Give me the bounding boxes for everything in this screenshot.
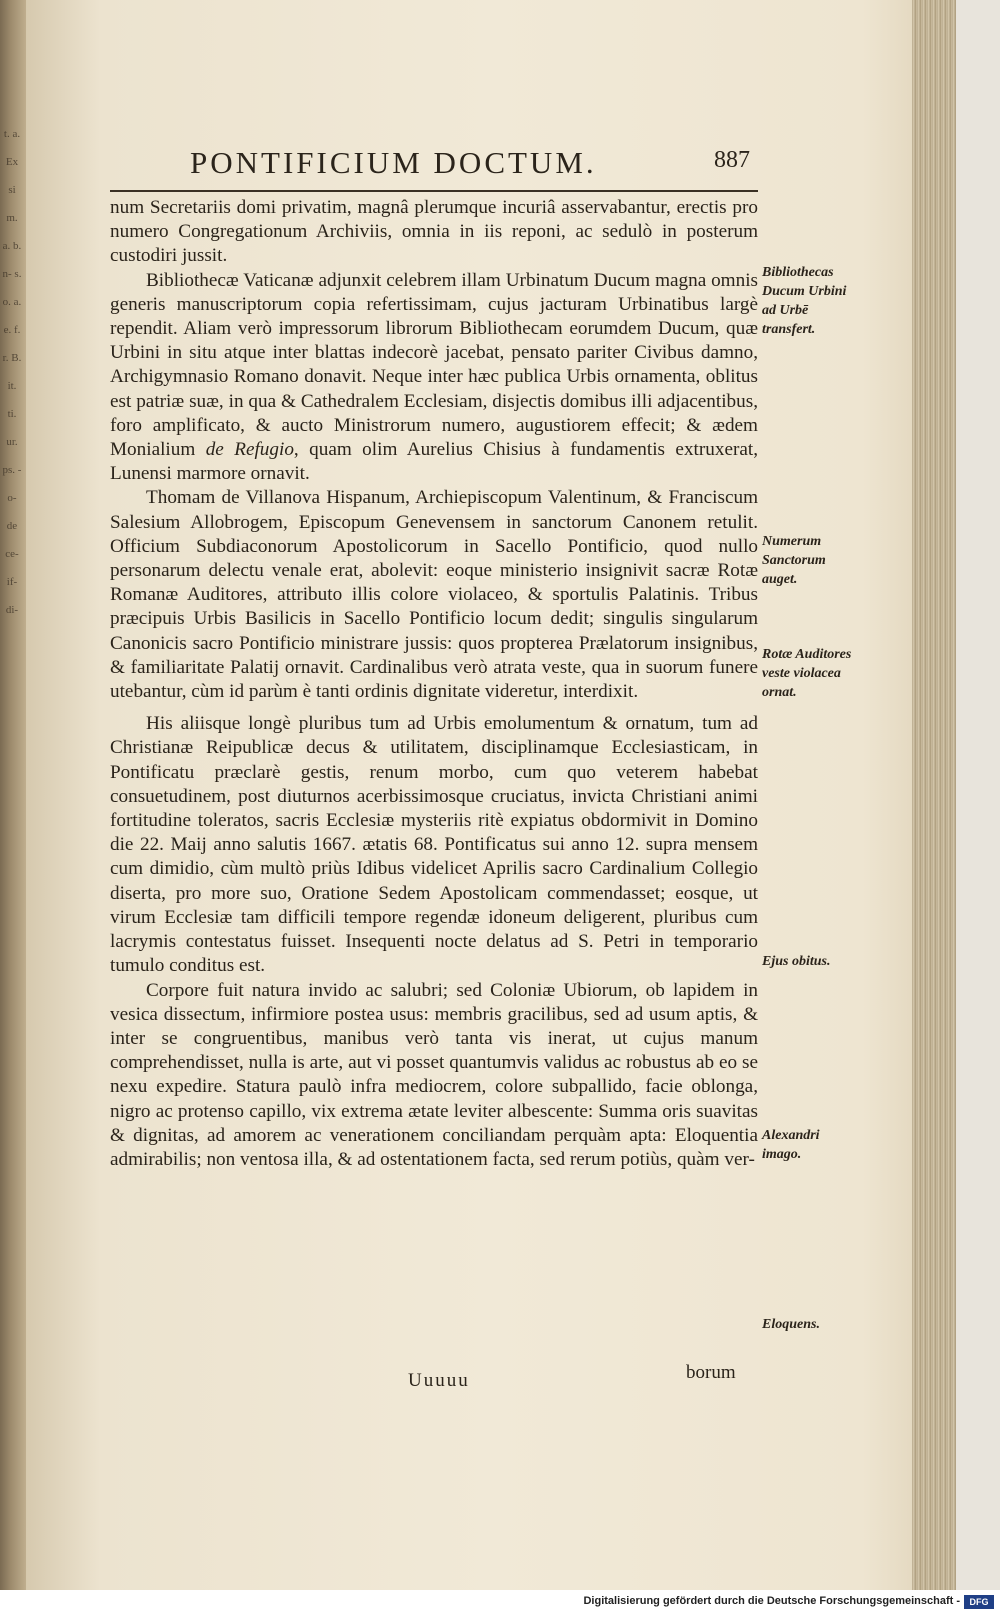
paragraph-2-text: Bibliothecæ Vaticanæ adjunxit celebrem illam Urbinatum Ducum magna omnis generis manuscriptorum copia refertissimam, cujus jacturam Urbinatibus largè rependit. Aliam verò impressorum librorum Bibliothecam eorumdem Ducum, quæ Urbini in situ atque inter blattas indecorè jacebat, pensato pariter Civibus damno, Archigymnasio Romano donavit. Neque inter hæc publica Urbis ornamenta, oblitus est patriæ suæ, in qua & Cathedralem Ecclesiam, disjectis domibus illi adjacentibus, foro amplificato, & aucto Ministrorum numero, augustiorem effecit; & ædem Monialium <box>110 269 758 461</box>
body-text <box>110 196 758 1172</box>
paragraph-4: His aliisque longè pluribus tum ad Urbis emolumentum & ornatum, tum ad Christianæ Reipublicæ decus & utilitatem, disciplinamque Ecclesiasticam, in Pontificatu præclarè gestis, renum morbo, cum quo veterem habebat consuetudinem, post diuturnos acerbissimosque cruciatus, invicta Christiani animi fortitudine toleratos, sacris Ecclesiæ mysteriis ritè expiatus obdormivit in Domino die 22. Maij anno salutis 1667. ætatis 68. Pontificatus sui anno 12. supra mensem cum dimidio, cùm multò priùs Idibus videlicet Aprilis sacro Cardinalium Collegio diserta, pro more suo, Oratione Sedem Apostolicam commendasset; eosque, ut virum Ecclesiæ tam difficili tempore regendæ idoneum deligerent, pluribus cum lacrymis contestatus fuisset. Insequenti nocte delatus ad S. Petri in temporario tumulo conditus est. <box>110 713 758 977</box>
paragraph-3: Thomam de Villanova Hispanum, Archiepiscopum Valentinum, & Franciscum Salesium Allobrogem, Episcopum Genevensem in sanctorum Canonem retulit. Officium Subdiaconorum Apostolicorum in Sacello Pontificio, quod nullo personarum delectu venale erat, abolevit: eoque ministerio insignivit sacræ Rotæ Romanæ Auditores, attributo illis colore violaceo, & sportulis Palatinis. Tribus præcipuis Urbis Basilicis in Sacello Pontificio locum dedit; singulis singularum Canonicis sacro Pontificio ministrare jussis: quos propterea Prælatorum insignibus, & familiaritate Palatij ornavit. Cardinalibus verò atrata veste, qua in suorum funere utebantur, cùm id parùm è tanti ordinis dignitate videretur, interdixit. <box>110 487 758 703</box>
page-number: 887 <box>714 147 750 173</box>
margin-note-obitus: Ejus obitus. <box>762 954 831 969</box>
catchword: borum <box>686 1362 736 1383</box>
signature-mark: Uuuuu <box>408 1370 470 1391</box>
digitization-footer <box>0 1590 1000 1615</box>
paragraph-2-end: , quam olim Aurelius Chisius à fundamentis extruxerat, Lunensi marmore ornavit. <box>110 439 758 485</box>
margin-note-bibliothecas: Bibliothecas Ducum Urbini ad Urbē transfert. <box>762 265 847 337</box>
gutter-text: t. a. Ex si m. a. b. n- s. o. a. e. f. r. B. it. ti. ur. ps. -o- de ce- if- di- <box>2 128 22 616</box>
running-head <box>190 145 750 181</box>
margin-note-numerum: Numerum Sanctorum auget. <box>762 534 826 587</box>
footer-credit: Digitalisierung gefördert durch die Deutsche Forschungsgemeinschaft - <box>583 1595 960 1607</box>
dfg-logo-icon: DFG <box>964 1595 994 1609</box>
page-title: PONTIFICIUM DOCTUM. <box>190 145 597 180</box>
book-gutter <box>0 0 26 1615</box>
header-rule <box>110 190 758 192</box>
margin-note-imago: Alexandri imago. <box>762 1128 820 1162</box>
margin-note-rotae: Rotæ Auditores veste violacea ornat. <box>762 647 852 700</box>
paragraph-5: Corpore fuit natura invido ac salubri; sed Coloniæ Ubiorum, ob lapidem in vesica dissectum, infirmiore postea usus: membris gracilibus, sed ad usum aptis, & inter se congruentibus, manibus verò tanta vis inerat, ut cujus manum comprehendisset, nulla is arte, aut vi posset quantumvis validus ac robustus ab eo se nexu expedire. Statura paulò infra mediocrem, colore subpallido, facie oblonga, nigro ac protenso capillo, vix extrema ætate leviter albescente: Summa oris suavitas & dignitas, ad amorem ac venerationem conciliandam perquàm apta: Eloquentia admirabilis; non ventosa illa, & ad ostentationem facta, sed rerum potiùs, quàm ver- <box>110 979 758 1170</box>
margin-note-eloquens: Eloquens. <box>762 1317 820 1332</box>
page-edge <box>912 0 956 1590</box>
paragraph-2-italic: de Refugio <box>205 439 294 461</box>
paragraph-1: num Secretariis domi privatim, magnâ plerumque incuriâ asservabantur, erectis pro numero Congregationum Archiviis, omnia in iis reponi, ac sedulò in posterum custodiri jussit. <box>110 197 758 267</box>
paragraph-2 <box>110 269 758 487</box>
